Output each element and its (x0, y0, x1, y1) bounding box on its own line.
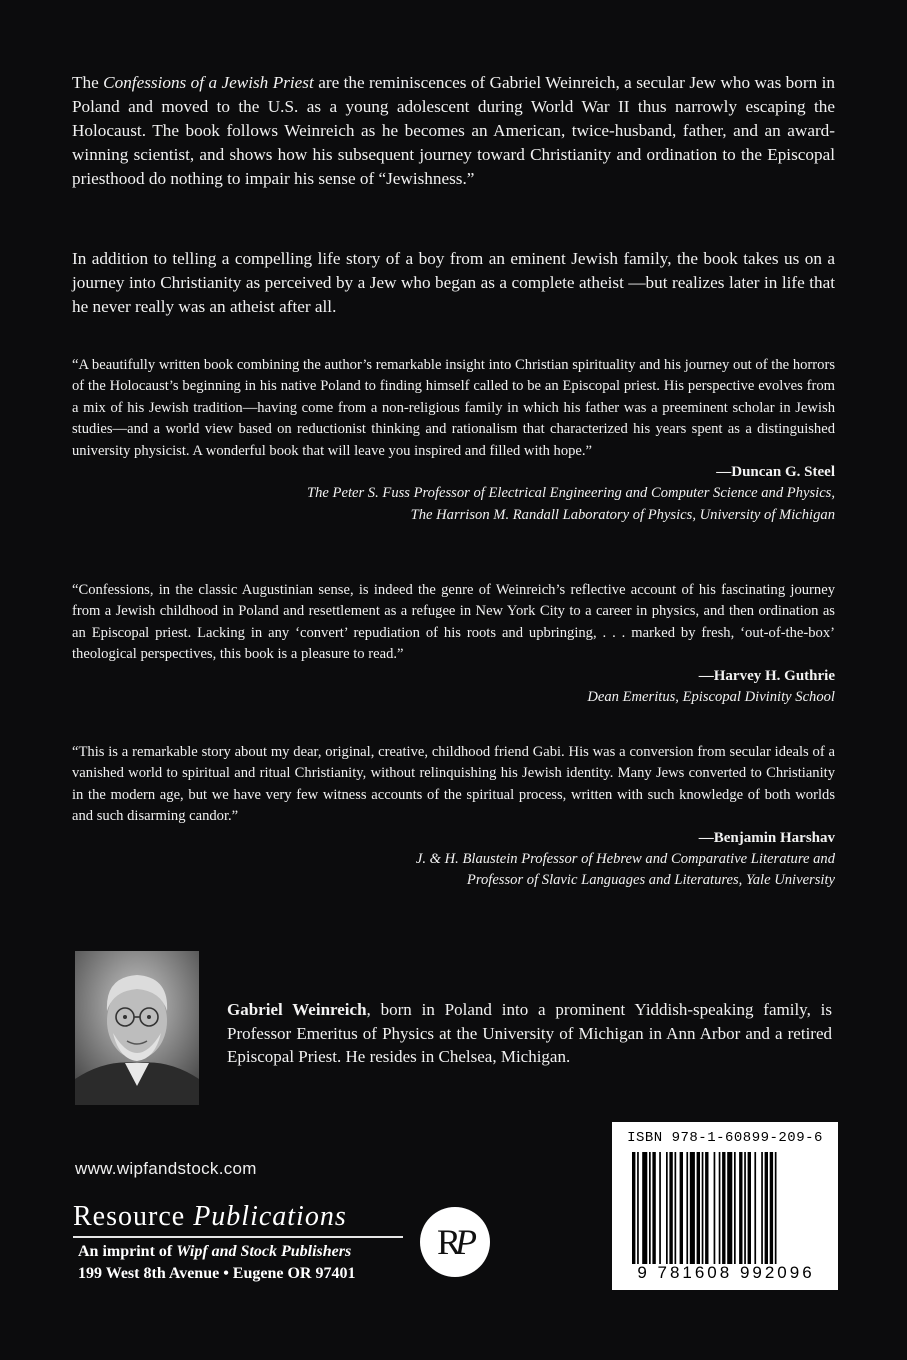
barcode-bar (765, 1152, 768, 1264)
publisher-imprint (78, 1243, 351, 1261)
isbn-barcode (612, 1122, 838, 1290)
barcode-icon (630, 1152, 826, 1264)
barcode-bar (744, 1152, 746, 1264)
logo-letter: P (455, 1222, 473, 1262)
barcode-bar (761, 1152, 763, 1264)
logo-letter: R (436, 1222, 457, 1262)
publisher-url[interactable]: www.wipfandstock.com (75, 1159, 257, 1178)
endorsement-quote-1 (72, 355, 835, 526)
quote-author-affiliation: Professor of Slavic Languages and Literatures, Yale University (466, 872, 835, 889)
barcode-bar (734, 1152, 736, 1264)
barcode-bar (702, 1152, 704, 1264)
barcode-bar (642, 1152, 647, 1264)
quote-text: “Confessions, in the classic Augustinian sense, is indeed the genre of Weinreich’s reflective account of his fascinating journey from a Jewish childhood in Poland and resettlement as a refugee in New York City to a career in physics, and then ordination as an Episcopal priest. Lacking in any ‘convert’ repudiation of his roots and upbringing, . . . marked by fresh, ‘out-of-the-box’ theological perspectives, this book is a pleasure to read.” (72, 582, 835, 663)
barcode-bar (666, 1152, 668, 1264)
publisher-divider (73, 1236, 403, 1238)
barcode-bar (649, 1152, 651, 1264)
barcode-bar (686, 1152, 688, 1264)
quote-author: —Benjamin Harshav (698, 829, 835, 846)
barcode-bar (632, 1152, 635, 1264)
imprint-name: Wipf and Stock Publishers (176, 1243, 352, 1260)
barcode-bar (770, 1152, 773, 1264)
endorsement-quote-2 (72, 580, 835, 708)
barcode-bar (637, 1152, 639, 1264)
blurb-paragraph-1 (72, 71, 835, 191)
barcode-bar (680, 1152, 683, 1264)
barcode-bar (714, 1152, 716, 1264)
barcode-bar (754, 1152, 756, 1264)
barcode-bar (719, 1152, 721, 1264)
author-bio-text: , born in Poland into a prominent Yiddish-speaking family, is Professor Emeritus of Physics at the University of Michigan in Ann Arbor and a retired Episcopal Priest. He resides in Chelsea, Michigan. (227, 1000, 833, 1066)
imprint-label: An imprint of (78, 1243, 177, 1260)
barcode-bar (775, 1152, 777, 1264)
barcode-bar (748, 1152, 751, 1264)
publisher-name-part: Resource (73, 1201, 194, 1232)
barcode-bar (669, 1152, 672, 1264)
isbn-label: ISBN 978-1-60899-209-6 (627, 1130, 823, 1146)
quote-author-title: Dean Emeritus, Episcopal Divinity School (587, 689, 835, 706)
barcode-bar (722, 1152, 725, 1264)
quote-author-title: The Peter S. Fuss Professor of Electrical Engineering and Computer Science and Physics, (307, 485, 835, 502)
publisher-name-part: Publications (193, 1201, 347, 1232)
quote-author-affiliation: The Harrison M. Randall Laboratory of Physics, University of Michigan (410, 506, 835, 523)
quote-author: —Harvey H. Guthrie (698, 667, 835, 684)
author-portrait-icon (75, 951, 199, 1105)
blurb-text: are the reminiscences of Gabriel Weinreich, a secular Jew who was born in Poland and moved to the U.S. as a young adolescent during World War II thus narrowly escaping the Holocaust. The book follows Weinreich as he becomes an American, twice-husband, father, and an award-winning scientist, and shows how his subsequent journey toward Christianity and ordination to the Episcopal priesthood do nothing to impair his sense of “Jewishness.” (72, 73, 835, 188)
barcode-bar (652, 1152, 655, 1264)
blurb-text: The (72, 73, 104, 92)
barcode-bar (739, 1152, 742, 1264)
rp-logo (420, 1207, 490, 1277)
barcode-bar (705, 1152, 708, 1264)
quote-author-title: J. & H. Blaustein Professor of Hebrew and Comparative Literature and (415, 851, 835, 868)
endorsement-quote-3 (72, 742, 835, 892)
barcode-bar (727, 1152, 732, 1264)
quote-text: “This is a remarkable story about my dear, original, creative, childhood friend Gabi. His was a conversion from secular ideals of a vanished world to spiritual and ritual Christianity, without relinquishing his Jewish identity. Many Jews converted to Christianity in the modern age, but we have very few witness accounts of the spiritual process, written with such knowledge of both worlds and such disarming candor.” (72, 744, 835, 825)
book-title-italic: Confessions of a Jewish Priest (103, 73, 314, 92)
blurb-paragraph-2: In addition to telling a compelling life story of a boy from an eminent Jewish family, the book takes us on a journey into Christianity as perceived by a Jew who began as a complete atheist —but realizes later in life that he never really was an atheist after all. (72, 249, 835, 316)
barcode-bar (675, 1152, 677, 1264)
publisher-name (73, 1201, 347, 1233)
author-bio (227, 998, 832, 1069)
barcode-bars (630, 1152, 826, 1264)
publisher-address: 199 West 8th Avenue • Eugene OR 97401 (78, 1265, 356, 1282)
barcode-digits: 9 781608 992096 (637, 1263, 815, 1282)
quote-text: “A beautifully written book combining the author’s remarkable insight into Christian spirituality and his journey out of the horrors of the Holocaust’s beginning in his native Poland to finding himself called to be an Episcopal priest. His perspective evolves from a mix of his Jewish tradition—having come from a non-religious family in which his father was a preeminent scholar in Jewish studies—and a world view based on reductionist thinking and rationalism that characterized his years spent as a distinguished university physicist. A wonderful book that will leave you inspired and filled with hope.” (72, 357, 835, 459)
quote-author: —Duncan G. Steel (716, 464, 835, 481)
barcode-bar (697, 1152, 700, 1264)
author-name: Gabriel Weinreich (227, 1000, 367, 1019)
author-photo (75, 951, 199, 1105)
barcode-bar (659, 1152, 661, 1264)
barcode-bar (690, 1152, 695, 1264)
